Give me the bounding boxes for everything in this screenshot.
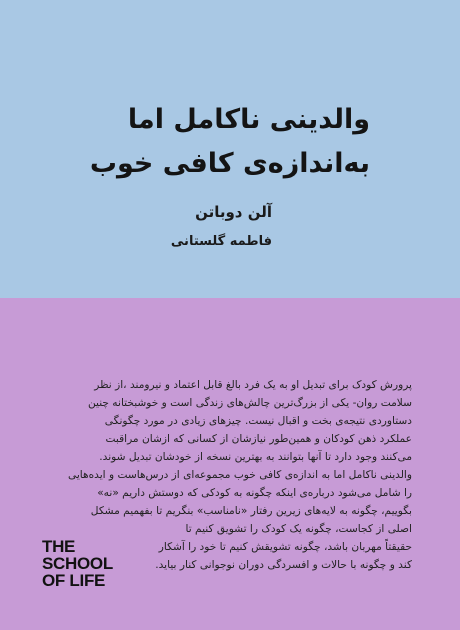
blurb-line: می‌کنند وجود دارد تا آنها بتوانند به بهترین نسخه از خودشان تبدیل شوند. xyxy=(99,451,412,463)
book-title xyxy=(50,98,370,186)
school-of-life-logo xyxy=(42,538,113,589)
blurb-line: والدینی ناکامل اما به اندازه‌ی کافی خوب مجموعه‌ای از درس‌هاست و ایده‌هایی xyxy=(68,469,412,481)
logo-line: SCHOOL xyxy=(42,554,113,573)
book-title-line-1: والدینی ناکامل اما xyxy=(127,104,370,135)
blurb-line: اصلی از کجاست، چگونه یک کودک را تشویق کنیم تا xyxy=(185,523,412,535)
blurb-line: حقیقتاً مهربان باشد، چگونه تشویقش کنیم تا خود را آشکار xyxy=(158,541,412,553)
logo-line: OF LIFE xyxy=(42,571,106,590)
blurb-line: پرورش کودک برای تبدیل او به یک فرد بالغ قابل اعتماد و نیرومند ،از نظر xyxy=(94,379,412,391)
translator-name: فاطمه گلستانی xyxy=(170,234,272,249)
author-name: آلن دوباتن xyxy=(195,203,272,221)
blurb-line: دستاوردی نتیجه‌ی بخت و اقبال نیست. چیزهای زیادی در مورد چگونگی xyxy=(104,415,412,427)
logo-line: THE xyxy=(42,537,76,556)
blurb-line: سلامت روان- یکی از بزرگ‌ترین چالش‌های زندگی است و خوشبختانه چنین xyxy=(87,397,412,409)
blurb-line: عملکرد ذهن کودکان و همین‌طور نیازشان از کسانی که ازشان مراقبت xyxy=(105,433,412,445)
book-title-line-2: به‌اندازه‌ی کافی خوب xyxy=(89,148,370,179)
blurb-line: بگوییم، چگونه به لایه‌های زیرین رفتار «نامناسب» بنگریم تا بفهمیم مشکل xyxy=(90,505,412,517)
blurb-line: را شامل می‌شود درباره‌ی اینکه چگونه به کودکی که دوستش داریم «نه» xyxy=(97,487,412,499)
blurb-line: کند و چگونه با حالات و افسردگی دوران نوجوانی کنار بیاید. xyxy=(155,559,412,571)
